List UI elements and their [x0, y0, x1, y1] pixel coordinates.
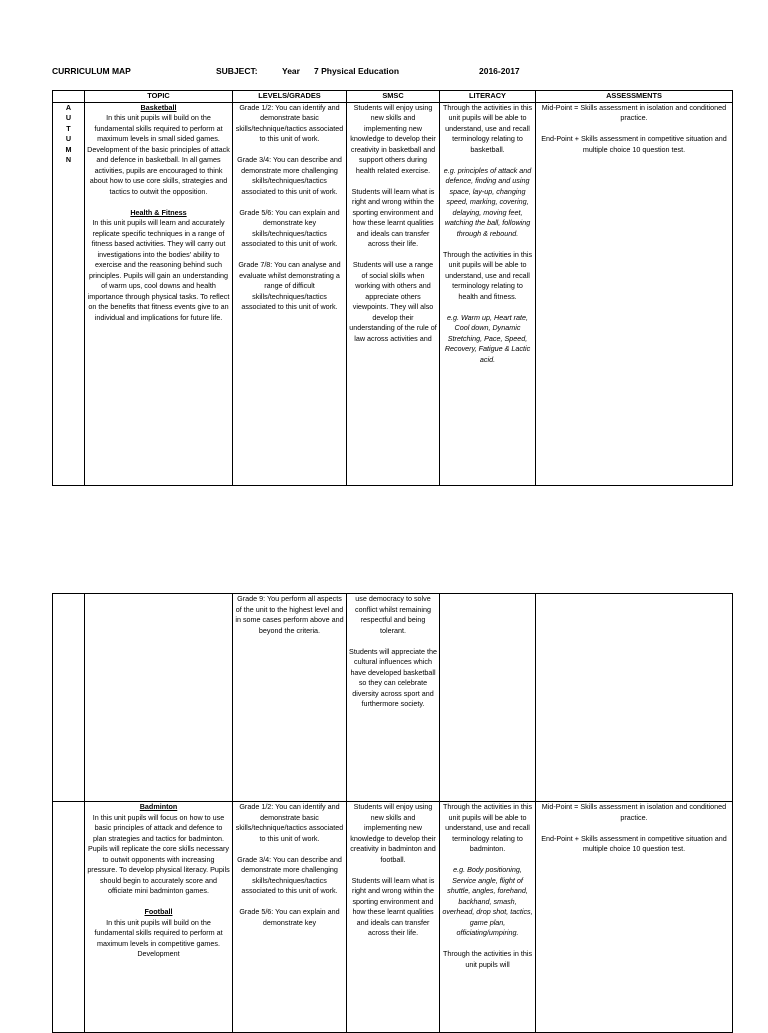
term-header — [53, 91, 85, 103]
smsc-header: SMSC — [347, 91, 440, 103]
smsc-cell — [347, 802, 440, 1033]
literacy-examples: e.g. Warm up, Heart rate, Cool down, Dynamic Stretching, Pace, Speed, Recovery, Fatigue & Lactic acid. — [444, 312, 531, 364]
subject-value: 7 Physical Education — [314, 66, 400, 76]
year-label: Year — [282, 66, 300, 76]
smsc-text: Students will learn what is right and wrong within the sporting environment and how these learnt qualities and ideals can transfer across their life. — [351, 186, 435, 248]
smsc-text: Students will learn what is right and wrong within the sporting environment and how these learnt qualities and ideals can transfer across their life. — [351, 875, 435, 937]
assessment-text: End-Point + Skills assessment in competitive situation and multiple choice 10 question test. — [541, 833, 727, 853]
term-letter: U — [65, 134, 72, 143]
literacy-cell — [440, 802, 536, 1033]
topic-cell — [85, 594, 233, 802]
assessments-header: ASSESSMENTS — [536, 91, 733, 103]
topic-title: Football — [144, 907, 173, 916]
topic-header: TOPIC — [85, 91, 233, 103]
literacy-text: Through the activities in this unit pupils will be able to understand, use and recall terminology relating to basketball. — [442, 102, 533, 154]
topic-text: In this unit pupils will build on the fundamental skills required to perform at maximum levels in small sided games. Development of the basic principles of attack and defence in basketball. In all games activities, pupils are encouraged to think about how to use core skills, strategies and tactics to outwit the opposition. — [87, 113, 230, 196]
table-header-row — [53, 91, 733, 103]
term-letter: M — [65, 144, 72, 154]
smsc-text: Students will use a range of social skills when working with others and appreciate others viewpoints. They will also develop their understanding of the rule of law across activities and — [349, 260, 437, 343]
literacy-text: Through the activities in this unit pupils will be able to understand, use and recall terminology relating to badminton. — [442, 802, 533, 853]
smsc-cell — [347, 102, 440, 486]
smsc-text: Students will appreciate the cultural influences which have developed basketball so they can celebrate diversity across sport and furthermore society. — [349, 646, 437, 708]
assessment-text: Mid-Point = Skills assessment in isolation and conditioned practice. — [541, 102, 727, 122]
literacy-text: Through the activities in this unit pupils will — [442, 949, 533, 969]
levels-cell — [233, 802, 347, 1033]
topic-text: In this unit pupils will build on the fundamental skills required to perform at maximum levels in competitive games. Development — [94, 917, 223, 958]
smsc-cell — [347, 594, 440, 802]
document-header — [52, 66, 732, 80]
subject-label: SUBJECT: — [216, 66, 258, 76]
term-letter: T — [66, 123, 71, 133]
assessments-cell — [536, 802, 733, 1033]
grade-text: Grade 3/4: You can describe and demonstrate more challenging skills/techniques/tactics associated to this unit of work. — [237, 854, 342, 895]
term-letter: A — [65, 102, 72, 112]
topic-title: Health & Fitness — [130, 207, 187, 217]
literacy-header: LITERACY — [440, 91, 536, 103]
grade-text: Grade 1/2: You can identify and demonstrate basic skills/technique/tactics associated to this unit of work. — [235, 102, 344, 143]
levels-cell — [233, 102, 347, 486]
assessment-text: Mid-Point = Skills assessment in isolation and conditioned practice. — [541, 802, 727, 822]
levels-cell — [233, 594, 347, 802]
grade-text: Grade 9: You perform all aspects of the unit to the highest level and in some cases perform above and beyond the criteria. — [235, 594, 344, 635]
topic-text: In this unit pupils will learn and accurately replicate specific techniques in a range of fitness based activities. They will carry out investigations into the bodies' ability to exercise and the reasoning behind such principles. Pupils will gain an understanding of warm ups, cool downs and health importance through physical tasks. To reflect on the benefits that fitness events give to an individual and implications for future life. — [87, 218, 230, 322]
term-letter: U — [65, 113, 72, 122]
assessments-cell — [536, 594, 733, 802]
smsc-text: use democracy to solve conflict whilst remaining respectful and being tolerant. — [355, 594, 431, 635]
table-row — [53, 802, 733, 1033]
assessments-cell — [536, 102, 733, 486]
academic-year: 2016-2017 — [479, 66, 520, 76]
grade-text: Grade 3/4: You can describe and demonstrate more challenging skills/techniques/tactics associated to this unit of work. — [237, 155, 342, 196]
topic-cell — [85, 802, 233, 1033]
literacy-examples: e.g. Body positioning, Service angle, flight of shuttle, angles, forehand, backhand, smash, overhead, drop shot, tactics, game plan, officiating/umpiring. — [442, 865, 533, 937]
term-letter: N — [65, 155, 72, 164]
grade-text: Grade 5/6: You can explain and demonstrate key skills/techniques/tactics associated to this unit of work. — [239, 207, 340, 248]
levels-header: LEVELS/GRADES — [233, 91, 347, 103]
term-cell — [53, 102, 85, 486]
literacy-text: Through the activities in this unit pupils will be able to understand, use and recall terminology relating to health and fitness. — [442, 249, 533, 301]
curriculum-map-label: CURRICULUM MAP — [52, 66, 131, 76]
term-cell — [53, 802, 85, 1033]
smsc-text: Students will enjoy using new skills and implementing new knowledge to develop their creativity in badminton and football. — [350, 802, 436, 864]
literacy-cell — [440, 102, 536, 486]
term-cell — [53, 594, 85, 802]
topic-title: Basketball — [140, 102, 177, 112]
topic-title: Badminton — [139, 802, 178, 811]
table-row — [53, 594, 733, 802]
topic-text: In this unit pupils will focus on how to use basic principles of attack and defence to plan strategies and tactics for badminton. Pupils will replicate the core skills necessary to outwit opponents with increasing pressure. To develop physical literacy. Pupils should begin to accurately score and officiate mini badminton games. — [87, 812, 230, 895]
topic-cell — [85, 102, 233, 486]
literacy-cell — [440, 594, 536, 802]
table-row — [53, 102, 733, 486]
assessment-text: End-Point + Skills assessment in competitive situation and multiple choice 10 question test. — [541, 134, 727, 154]
literacy-examples: e.g. principles of attack and defence, finding and using space, lay-up, changing speed, marking, covering, delaying, moving feet, watching the ball, following through & rebound. — [443, 165, 532, 238]
grade-text: Grade 1/2: You can identify and demonstrate basic skills/technique/tactics associated to this unit of work. — [235, 802, 344, 843]
curriculum-table-page-2 — [52, 593, 733, 1033]
grade-text: Grade 7/8: You can analyse and evaluate whilst demonstrating a range of difficult skills/techniques/tactics associated to this unit of work. — [238, 260, 341, 311]
curriculum-table-page-1 — [52, 90, 733, 486]
smsc-text: Students will enjoy using new skills and implementing new knowledge to develop their creativity in basketball and support others during health related exercise. — [350, 102, 436, 175]
grade-text: Grade 5/6: You can explain and demonstrate key — [239, 907, 340, 927]
